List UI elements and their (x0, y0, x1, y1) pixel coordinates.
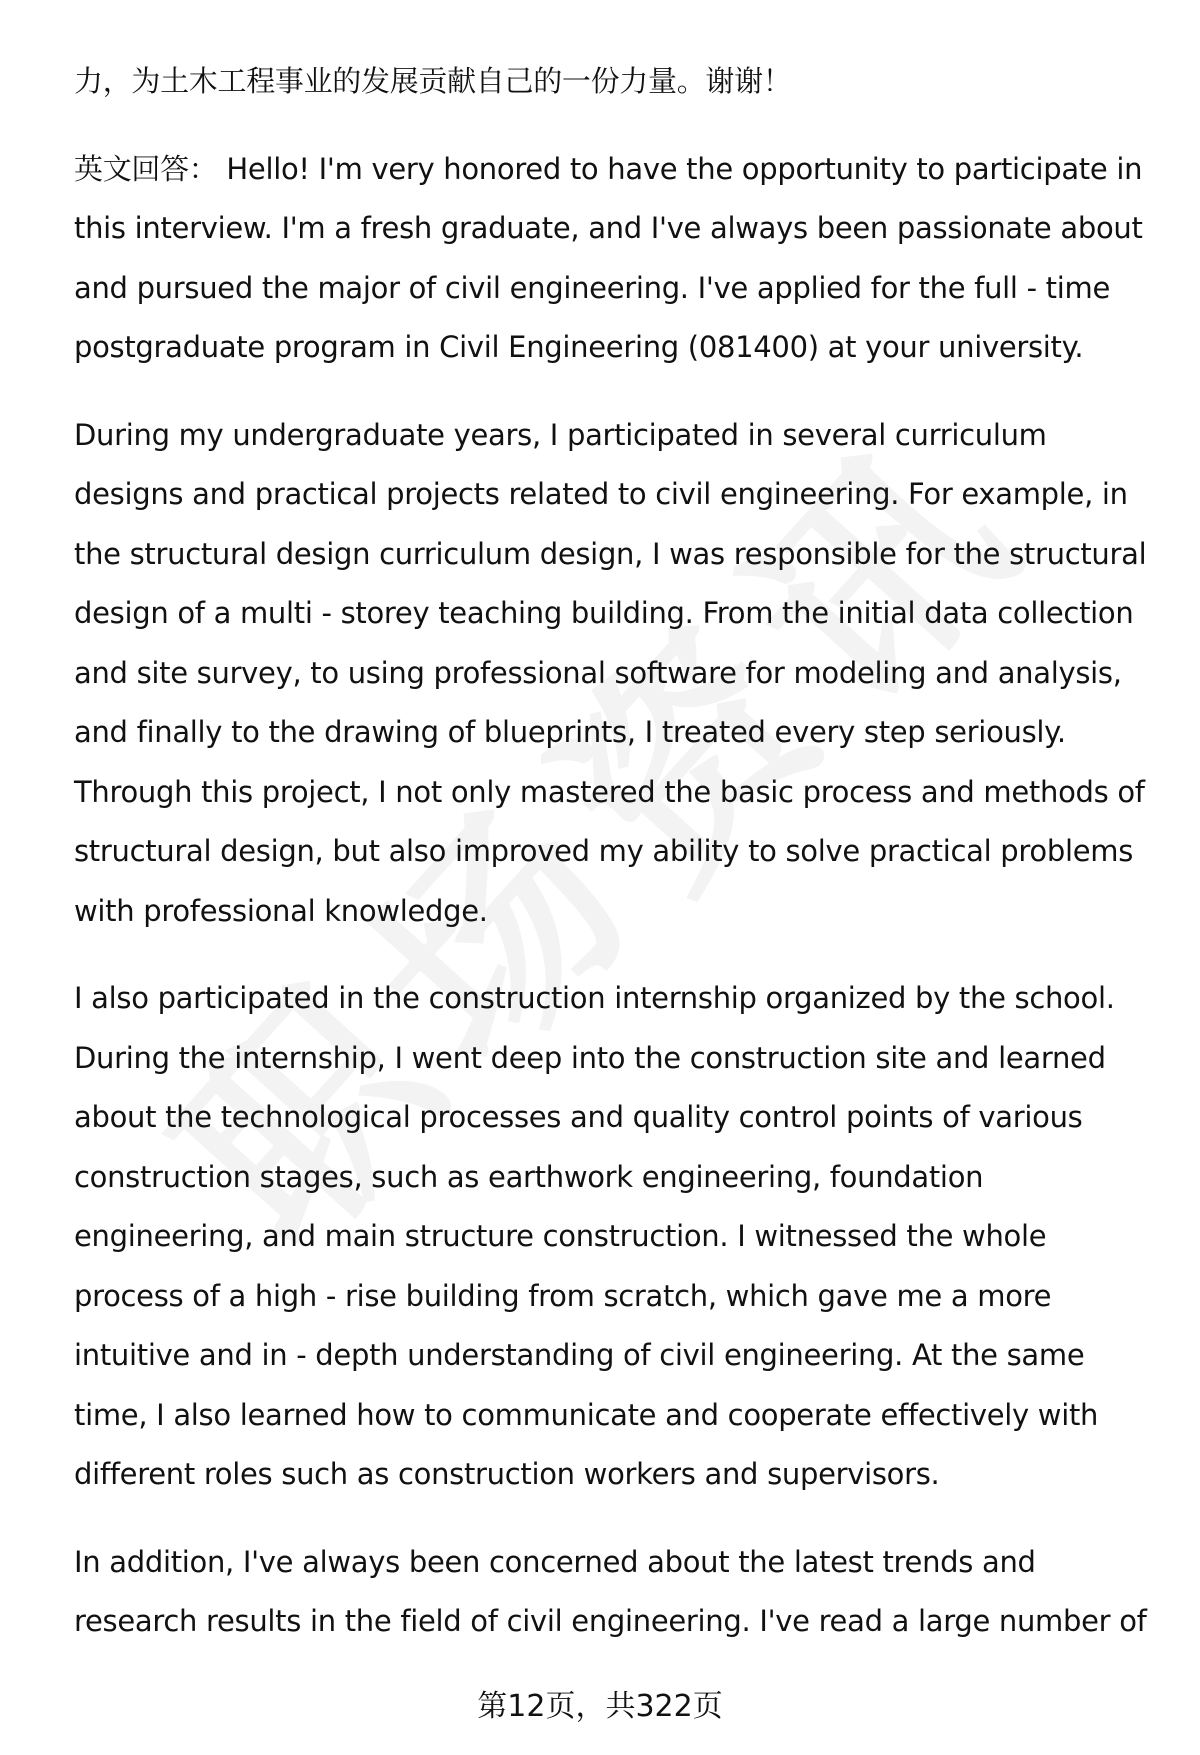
paragraph-undergraduate-projects: During my undergraduate years, I participated in several curriculum designs and practical projects related to civil engineering. For example, in the structural design curriculum design, I was responsible for the structural design of a multi - storey teaching building. From the initial data collection and site survey, to using professional software for modeling and analysis, and finally to the drawing of blueprints, I treated every step seriously. Through this project, I not only mastered the basic process and methods of structural design, but also improved my ability to solve practical problems with professional knowledge. (74, 417, 1147, 928)
paragraph-construction-internship: I also participated in the construction internship organized by the school. During the internship, I went deep into the construction site and learned about the technological processes and quality control points of various construction stages, such as earthwork engineering, foundation engineering, and main structure construction. I witnessed the whole process of a high - rise building from scratch, which gave me a more intuitive and in - depth understanding of civil engineering. At the same time, I also learned how to communicate and cooperate effectively with different roles such as construction workers and supervisors. (74, 981, 1115, 1491)
paragraph-english-intro: 英文回答： Hello! I'm very honored to have the opportunity to participate in this interview. I'm a fresh graduate, and I've always been passionate about and pursued the major of civil engineering. I've applied for the full - time postgraduate program in Civil Engineering (081400) at your university. (74, 151, 1143, 364)
paragraph-research-interest: In addition, I've always been concerned about the latest trends and research results in the field of civil engineering. I've read a large number of (74, 1544, 1147, 1638)
paragraph-chinese-closing: 力，为土木工程事业的发展贡献自己的一份力量。谢谢！ (74, 64, 792, 98)
page-number-footer: 第12页，共322页 (477, 1689, 723, 1724)
document-body (74, 52, 1164, 1680)
